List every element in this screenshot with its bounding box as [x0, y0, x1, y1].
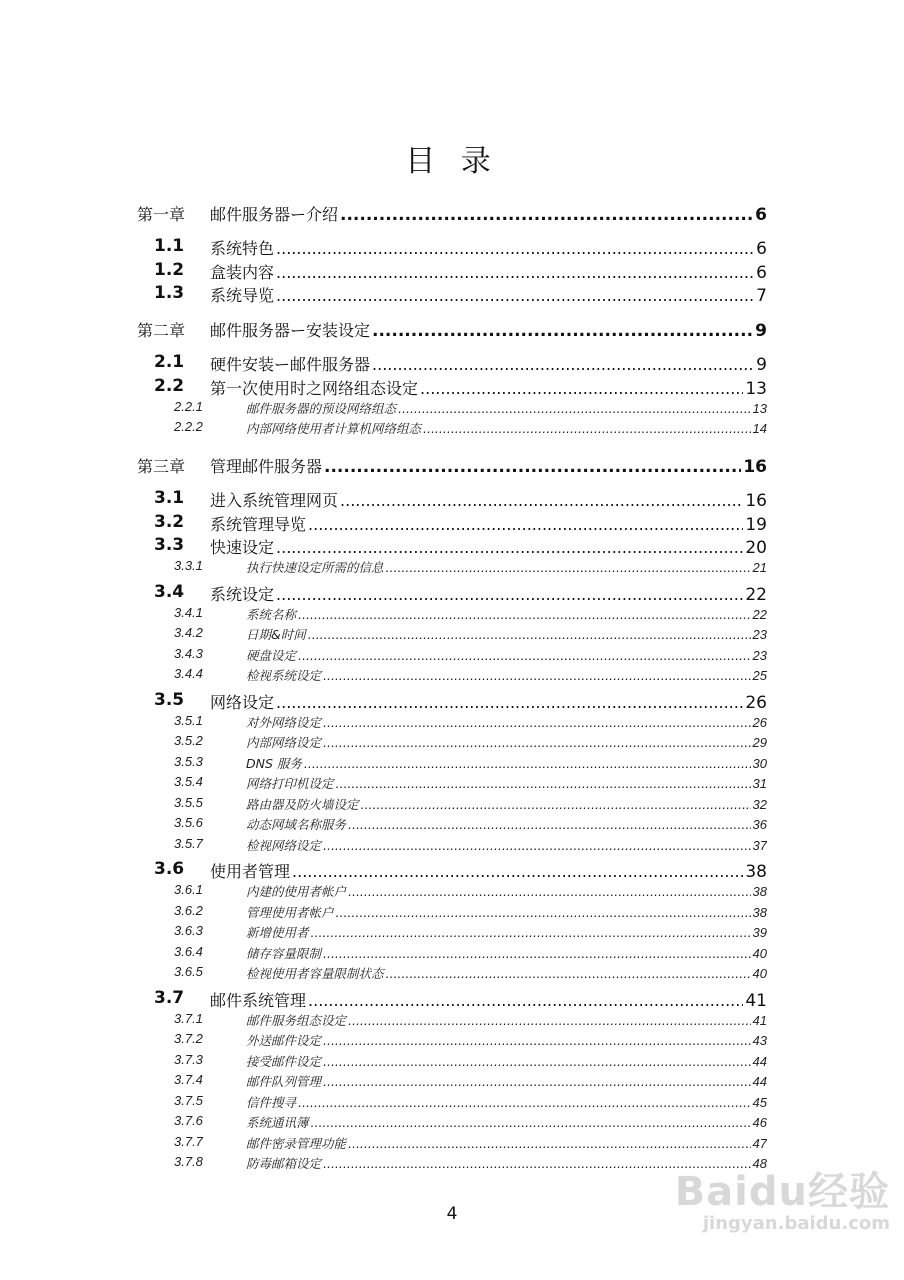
entry-page: 19: [745, 514, 767, 535]
entry-number: 3.4.4: [174, 666, 203, 681]
entry-number: 3.7.1: [174, 1010, 203, 1026]
dot-leader: [324, 457, 741, 477]
dot-leader: [323, 946, 751, 961]
entry-number: 3.6.5: [174, 964, 203, 979]
dot-leader: [323, 838, 751, 853]
dot-leader: [308, 515, 743, 534]
entry-page: 40: [752, 945, 767, 961]
entry-number: 第三章: [137, 457, 186, 476]
dot-leader: [276, 538, 743, 557]
entry-number: 3.7.7: [174, 1133, 203, 1149]
entry-number: 3.6.4: [174, 943, 203, 959]
entry-title: 防毒邮箱设定: [246, 1156, 322, 1171]
entry-number: 1.3: [154, 283, 185, 303]
entry-number: 3.4.2: [174, 625, 203, 640]
entry-title: 新增使用者: [246, 925, 309, 940]
entry-title: 储存容量限制: [246, 945, 322, 961]
entry-page: 39: [752, 925, 767, 940]
entry-page: 20: [745, 538, 767, 558]
entry-page: 44: [752, 1074, 767, 1089]
entry-title: 检视使用者容量限制状态: [246, 966, 384, 981]
dot-leader: [340, 205, 753, 225]
entry-number: 3.3: [154, 535, 185, 555]
baidu-jingyan-watermark: [675, 1160, 890, 1234]
entry-page: 16: [745, 491, 767, 511]
entry-title: 信件搜寻: [246, 1094, 297, 1110]
entry-number: 1.2: [154, 259, 185, 280]
dot-leader: [386, 966, 751, 981]
entry-page: 6: [755, 205, 767, 225]
entry-page: 14: [752, 421, 767, 436]
entry-page: 31: [752, 776, 767, 791]
entry-page: 41: [745, 990, 767, 1011]
entry-number: 3.5.5: [174, 794, 203, 810]
dot-leader: [323, 668, 751, 683]
entry-page: 37: [752, 837, 767, 853]
entry-number: 3.5.4: [174, 774, 203, 789]
entry-title: 系统设定: [210, 584, 275, 604]
entry-page: 16: [743, 457, 767, 477]
entry-title: 系统导览: [210, 286, 275, 305]
entry-title: 盒装内容: [210, 262, 275, 282]
dot-leader: [323, 735, 751, 750]
entry-page: 21: [752, 560, 767, 575]
entry-number: 3.5.7: [174, 835, 203, 851]
entry-title: 内建的使用者帐户: [246, 884, 347, 899]
entry-number: 第一章: [137, 205, 186, 224]
entry-page: 13: [752, 400, 767, 416]
entry-page: 22: [752, 606, 767, 622]
entry-page: 9: [755, 321, 767, 341]
entry-number: 3.7.4: [174, 1072, 203, 1087]
entry-page: 38: [745, 862, 767, 882]
entry-page: 29: [752, 735, 767, 750]
entry-page: 47: [752, 1135, 767, 1151]
dot-leader: [348, 817, 751, 832]
dot-leader: [298, 648, 751, 663]
entry-number: 3.7.3: [174, 1051, 203, 1067]
entry-number: 3.3.1: [174, 558, 203, 573]
entry-number: 3.6.3: [174, 923, 203, 938]
entry-title: 进入系统管理网页: [210, 491, 339, 510]
entry-number: 3.4.3: [174, 645, 203, 661]
entry-page: 25: [752, 668, 767, 683]
entry-page: 13: [745, 378, 767, 399]
dot-leader: [423, 421, 751, 436]
entry-number: 3.5.1: [174, 712, 203, 728]
entry-title: 检视网络设定: [246, 837, 322, 853]
entry-title: 管理邮件服务器: [210, 457, 323, 476]
entry-number: 3.7.6: [174, 1113, 203, 1128]
dot-leader: [276, 585, 743, 604]
entry-number: 3.7.8: [174, 1154, 203, 1169]
entry-page: 44: [752, 1053, 767, 1069]
dot-leader: [361, 797, 751, 812]
entry-page: 38: [752, 884, 767, 899]
entry-number: 3.5: [154, 689, 185, 710]
toc-title: 目 录: [405, 144, 499, 179]
entry-title: 邮件服务器的预设网络组态: [246, 400, 397, 416]
entry-number: 3.6: [154, 859, 185, 879]
entry-number: 3.6.1: [174, 882, 203, 897]
dot-leader: [336, 776, 751, 791]
dot-leader: [348, 1013, 751, 1028]
entry-title: 路由器及防火墙设定: [246, 796, 359, 812]
dot-leader: [336, 905, 751, 920]
dot-leader: [323, 1074, 751, 1089]
dot-leader: [420, 379, 743, 398]
entry-page: 43: [752, 1033, 767, 1048]
entry-page: 38: [752, 904, 767, 920]
entry-title: 邮件服务器ー介绍: [210, 205, 339, 224]
entry-title: 动态网域名称服务: [246, 817, 347, 832]
dot-leader: [311, 925, 751, 940]
dot-leader: [340, 491, 743, 510]
entry-title: 外送邮件设定: [246, 1033, 322, 1048]
entry-title: 使用者管理: [210, 862, 291, 881]
dot-leader: [308, 627, 751, 642]
entry-title: 邮件系统管理: [210, 990, 307, 1010]
entry-title: 邮件服务组态设定: [246, 1012, 347, 1028]
entry-page: 41: [752, 1012, 767, 1028]
entry-title: 网络设定: [210, 692, 275, 712]
dot-leader: [372, 355, 754, 374]
entry-number: 2.2.2: [174, 419, 203, 434]
entry-page: 32: [752, 796, 767, 812]
entry-title: 硬件安装ー邮件服务器: [210, 355, 371, 374]
entry-number: 3.5.6: [174, 815, 203, 830]
page-number: 4: [446, 1204, 458, 1224]
entry-title: 邮件密录管理功能: [246, 1135, 347, 1151]
entry-number: 3.1: [154, 488, 185, 508]
dot-leader: [298, 607, 751, 622]
entry-title: 硬盘设定: [246, 647, 297, 663]
entry-number: 3.6.2: [174, 902, 203, 918]
entry-title: 内部网络使用者计算机网络组态: [246, 421, 422, 436]
entry-number: 3.7: [154, 987, 185, 1008]
entry-page: 30: [752, 755, 767, 771]
entry-number: 1.1: [154, 236, 185, 256]
dot-leader: [308, 991, 743, 1010]
entry-title: 邮件队列管理: [246, 1074, 322, 1089]
entry-number: 3.4.1: [174, 604, 203, 620]
dot-leader: [276, 239, 754, 258]
entry-page: 23: [752, 647, 767, 663]
entry-title: 系统管理导览: [210, 514, 307, 534]
dot-leader: [276, 263, 754, 282]
entry-title: 内部网络设定: [246, 735, 322, 750]
entry-page: 7: [756, 286, 767, 306]
entry-page: 48: [752, 1156, 767, 1171]
entry-page: 9: [756, 355, 767, 375]
entry-page: 36: [752, 817, 767, 832]
entry-title: 日期&时间: [246, 627, 306, 642]
dot-leader: [311, 1115, 751, 1130]
dot-leader: [304, 756, 751, 771]
entry-number: 2.2: [154, 375, 185, 396]
entry-number: 3.5.2: [174, 733, 203, 748]
entry-title: 管理使用者帐户: [246, 904, 334, 920]
dot-leader: [276, 693, 743, 712]
dot-leader: [386, 560, 751, 575]
entry-number: 3.4: [154, 581, 185, 602]
entry-title: 快速设定: [210, 538, 275, 557]
entry-page: 46: [752, 1115, 767, 1130]
watermark-url: jingyan.baidu.com: [702, 1213, 890, 1234]
entry-number: 3.5.3: [174, 753, 203, 769]
entry-title: 系统通讯簿: [246, 1115, 309, 1130]
dot-leader: [276, 286, 754, 305]
entry-title: DNS 服务: [246, 755, 302, 771]
entry-page: 6: [756, 239, 767, 259]
entry-page: 23: [752, 627, 767, 642]
entry-page: 6: [756, 262, 767, 283]
entry-title: 检视系统设定: [246, 668, 322, 683]
entry-title: 第一次使用时之网络组态设定: [210, 378, 419, 398]
watermark-logo: Baidu经验: [674, 1169, 890, 1215]
entry-page: 40: [752, 966, 767, 981]
entry-number: 3.7.5: [174, 1092, 203, 1108]
entry-number: 2.1: [154, 352, 185, 372]
entry-page: 22: [745, 584, 767, 605]
entry-title: 接受邮件设定: [246, 1053, 322, 1069]
dot-leader: [323, 715, 751, 730]
entry-title: 执行快速设定所需的信息: [246, 560, 384, 575]
dot-leader: [292, 862, 743, 881]
entry-number: 2.2.1: [174, 398, 203, 414]
dot-leader: [298, 1095, 751, 1110]
entry-title: 系统名称: [246, 606, 297, 622]
entry-number: 3.7.2: [174, 1031, 203, 1046]
dot-leader: [398, 401, 751, 416]
dot-leader: [323, 1054, 751, 1069]
entry-page: 45: [752, 1094, 767, 1110]
entry-page: 26: [752, 714, 767, 730]
entry-title: 网络打印机设定: [246, 776, 334, 791]
entry-title: 邮件服务器ー安装设定: [210, 321, 371, 340]
dot-leader: [372, 321, 753, 341]
entry-title: 对外网络设定: [246, 714, 322, 730]
dot-leader: [348, 884, 751, 899]
entry-number: 第二章: [137, 321, 186, 340]
entry-page: 26: [745, 692, 767, 713]
entry-number: 3.2: [154, 511, 185, 532]
dot-leader: [348, 1136, 751, 1151]
entry-title: 系统特色: [210, 239, 275, 258]
dot-leader: [323, 1033, 751, 1048]
